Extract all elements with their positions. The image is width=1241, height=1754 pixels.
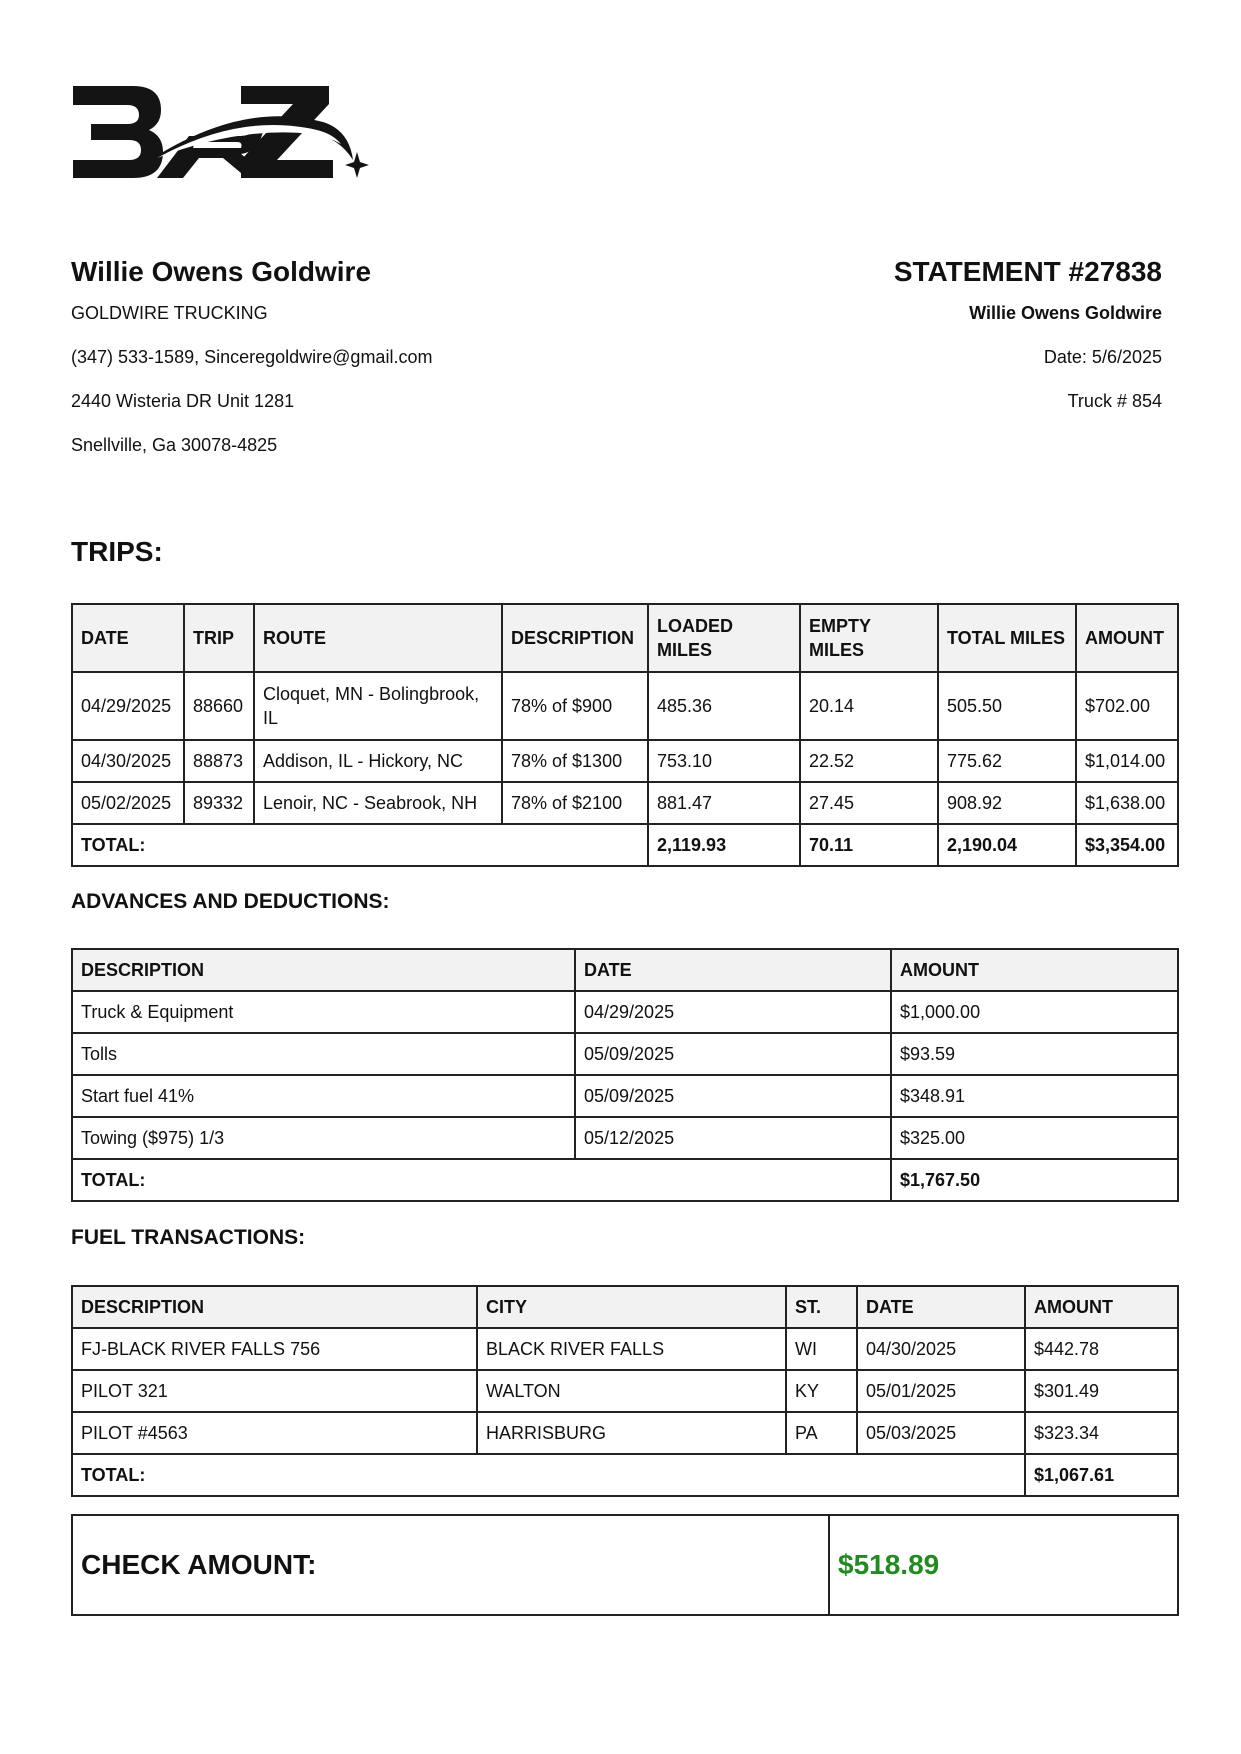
table-cell: 04/29/2025 bbox=[575, 991, 891, 1033]
total-miles: 2,190.04 bbox=[938, 824, 1076, 866]
table-row bbox=[72, 740, 1178, 782]
column-header: AMOUNT bbox=[891, 949, 1178, 991]
address-line-2: Snellville, Ga 30078-4825 bbox=[71, 435, 278, 455]
address-line-1: 2440 Wisteria DR Unit 1281 bbox=[71, 391, 295, 411]
fuel-title: FUEL TRANSACTIONS: bbox=[71, 1226, 306, 1249]
advances-table bbox=[71, 948, 1179, 1202]
table-cell: 908.92 bbox=[938, 782, 1076, 824]
table-row bbox=[72, 1075, 1178, 1117]
table-cell: 78% of $900 bbox=[502, 672, 648, 740]
table-row bbox=[72, 1370, 1178, 1412]
table-cell: 05/01/2025 bbox=[857, 1370, 1025, 1412]
table-cell: 04/29/2025 bbox=[72, 672, 184, 740]
table-cell: $325.00 bbox=[891, 1117, 1178, 1159]
table-cell: 05/09/2025 bbox=[575, 1033, 891, 1075]
statement-date: Date: 5/6/2025 bbox=[1043, 347, 1162, 367]
contact-info: (347) 533-1589, Sinceregoldwire@gmail.com bbox=[71, 347, 433, 367]
column-header: DESCRIPTION bbox=[502, 604, 648, 672]
table-row bbox=[72, 782, 1178, 824]
column-header: EMPTY MILES bbox=[800, 604, 938, 672]
table-cell: PILOT #4563 bbox=[72, 1412, 477, 1454]
table-cell: 505.50 bbox=[938, 672, 1076, 740]
table-row bbox=[72, 672, 1178, 740]
company-name: GOLDWIRE TRUCKING bbox=[71, 303, 268, 323]
table-cell: $348.91 bbox=[891, 1075, 1178, 1117]
total-amount: $3,354.00 bbox=[1076, 824, 1178, 866]
trips-table bbox=[71, 603, 1179, 867]
total-label: TOTAL: bbox=[72, 1454, 1025, 1496]
table-cell: HARRISBURG bbox=[477, 1412, 786, 1454]
table-cell: $301.49 bbox=[1025, 1370, 1178, 1412]
table-cell: $93.59 bbox=[891, 1033, 1178, 1075]
table-cell: 05/09/2025 bbox=[575, 1075, 891, 1117]
total-label: TOTAL: bbox=[72, 824, 648, 866]
column-header: TRIP bbox=[184, 604, 254, 672]
table-cell: FJ-BLACK RIVER FALLS 756 bbox=[72, 1328, 477, 1370]
table-cell: 20.14 bbox=[800, 672, 938, 740]
fuel-table bbox=[71, 1285, 1179, 1497]
column-header: ST. bbox=[786, 1286, 857, 1328]
truck-number: Truck # 854 bbox=[1067, 391, 1162, 411]
total-empty-miles: 70.11 bbox=[800, 824, 938, 866]
check-amount-label: CHECK AMOUNT: bbox=[72, 1515, 829, 1615]
table-cell: 88660 bbox=[184, 672, 254, 740]
brz-logo-graphic bbox=[71, 78, 381, 193]
table-cell: $1,000.00 bbox=[891, 991, 1178, 1033]
table-cell: $1,014.00 bbox=[1076, 740, 1178, 782]
column-header: ROUTE bbox=[254, 604, 502, 672]
table-cell: 78% of $2100 bbox=[502, 782, 648, 824]
trips-title: TRIPS: bbox=[71, 536, 163, 567]
company-logo bbox=[71, 78, 381, 193]
table-cell: 05/03/2025 bbox=[857, 1412, 1025, 1454]
table-cell: Truck & Equipment bbox=[72, 991, 575, 1033]
statement-title: STATEMENT #27838 bbox=[893, 256, 1162, 287]
column-header: LOADED MILES bbox=[648, 604, 800, 672]
total-amount: $1,067.61 bbox=[1025, 1454, 1178, 1496]
table-row bbox=[72, 991, 1178, 1033]
table-header-row bbox=[72, 604, 1178, 672]
table-cell: 05/12/2025 bbox=[575, 1117, 891, 1159]
column-header: DESCRIPTION bbox=[72, 1286, 477, 1328]
table-header-row bbox=[72, 1286, 1178, 1328]
table-cell: 753.10 bbox=[648, 740, 800, 782]
table-cell: KY bbox=[786, 1370, 857, 1412]
table-cell: $1,638.00 bbox=[1076, 782, 1178, 824]
total-loaded-miles: 2,119.93 bbox=[648, 824, 800, 866]
table-cell: PA bbox=[786, 1412, 857, 1454]
statement-recipient: Willie Owens Goldwire bbox=[969, 303, 1162, 323]
advances-title: ADVANCES AND DEDUCTIONS: bbox=[71, 890, 390, 913]
column-header: DATE bbox=[857, 1286, 1025, 1328]
column-header: AMOUNT bbox=[1076, 604, 1178, 672]
table-cell: 485.36 bbox=[648, 672, 800, 740]
table-cell: $323.34 bbox=[1025, 1412, 1178, 1454]
column-header: AMOUNT bbox=[1025, 1286, 1178, 1328]
column-header: TOTAL MILES bbox=[938, 604, 1076, 672]
table-row bbox=[72, 1328, 1178, 1370]
table-cell: $442.78 bbox=[1025, 1328, 1178, 1370]
table-cell: 22.52 bbox=[800, 740, 938, 782]
table-cell: WALTON bbox=[477, 1370, 786, 1412]
table-cell: 05/02/2025 bbox=[72, 782, 184, 824]
table-cell: 881.47 bbox=[648, 782, 800, 824]
table-cell: Cloquet, MN - Bolingbrook, IL bbox=[254, 672, 502, 740]
table-cell: Start fuel 41% bbox=[72, 1075, 575, 1117]
table-cell: BLACK RIVER FALLS bbox=[477, 1328, 786, 1370]
table-cell: $702.00 bbox=[1076, 672, 1178, 740]
table-cell: 89332 bbox=[184, 782, 254, 824]
total-row bbox=[72, 824, 1178, 866]
table-cell: 04/30/2025 bbox=[72, 740, 184, 782]
table-row bbox=[72, 1412, 1178, 1454]
total-row bbox=[72, 1454, 1178, 1496]
total-row bbox=[72, 1159, 1178, 1201]
table-cell: 88873 bbox=[184, 740, 254, 782]
check-amount-box bbox=[71, 1514, 1179, 1616]
column-header: DATE bbox=[575, 949, 891, 991]
check-row bbox=[72, 1515, 1178, 1615]
column-header: CITY bbox=[477, 1286, 786, 1328]
column-header: DESCRIPTION bbox=[72, 949, 575, 991]
sender-name: Willie Owens Goldwire bbox=[71, 256, 372, 287]
table-cell: 78% of $1300 bbox=[502, 740, 648, 782]
table-row bbox=[72, 1033, 1178, 1075]
table-cell: 04/30/2025 bbox=[857, 1328, 1025, 1370]
table-cell: WI bbox=[786, 1328, 857, 1370]
table-cell: PILOT 321 bbox=[72, 1370, 477, 1412]
table-cell: 775.62 bbox=[938, 740, 1076, 782]
statement-info bbox=[700, 254, 1162, 434]
table-row bbox=[72, 1117, 1178, 1159]
table-cell: 27.45 bbox=[800, 782, 938, 824]
table-cell: Tolls bbox=[72, 1033, 575, 1075]
table-cell: Addison, IL - Hickory, NC bbox=[254, 740, 502, 782]
sender-info bbox=[71, 254, 671, 478]
total-label: TOTAL: bbox=[72, 1159, 891, 1201]
total-amount: $1,767.50 bbox=[891, 1159, 1178, 1201]
column-header: DATE bbox=[72, 604, 184, 672]
table-header-row bbox=[72, 949, 1178, 991]
check-amount-value: $518.89 bbox=[829, 1515, 1178, 1615]
table-cell: Towing ($975) 1/3 bbox=[72, 1117, 575, 1159]
table-cell: Lenoir, NC - Seabrook, NH bbox=[254, 782, 502, 824]
